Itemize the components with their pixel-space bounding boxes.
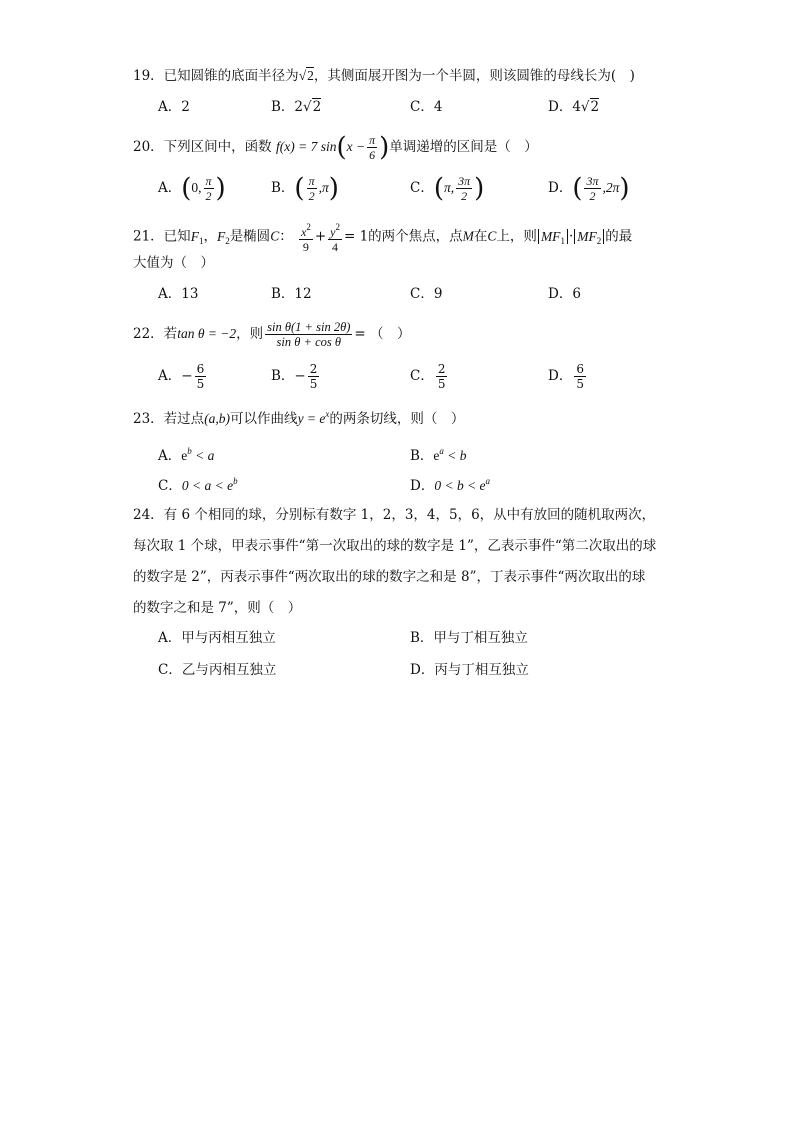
q21-x: x [301, 225, 307, 239]
q23-c-label: C． [158, 478, 182, 494]
q20-option-a [158, 174, 226, 203]
q20-c-paren-r: ) [474, 173, 485, 204]
q21-x2 [299, 220, 313, 240]
q21-f2 [217, 229, 230, 244]
q20-d-label: D． [548, 180, 573, 196]
q23-b-label: B． [410, 448, 434, 464]
q22-b-sign: − [294, 368, 306, 384]
q19-sqrt-radicand: 2 [307, 68, 314, 83]
q21-stem-part-2: 是椭圆 [229, 228, 271, 245]
question-23-stem [133, 404, 464, 429]
q23-d-math: 0 < b < e [434, 478, 486, 493]
q20-d-num: 3π [586, 174, 599, 188]
q20-b-right: ,π [318, 180, 329, 195]
q21-m-symbol: M [462, 228, 474, 244]
q21-mf2: MF [577, 228, 597, 244]
question-24-stem-line-1: 24．有 6 个相同的球，分别标有数字 1，2，3，4，5，6，从中有放回的随机取两次， [133, 507, 656, 523]
q21-mf2-sub: 2 [596, 235, 602, 246]
q22-option-c [410, 362, 449, 391]
q23-a-rest: < a [191, 448, 215, 463]
q22-b-label: B． [271, 368, 295, 384]
q20-stem-part-2: 单调递增的区间是（ ） [389, 139, 538, 155]
q19-d-label: D． [548, 99, 573, 115]
q23-stem-part-2: 可以作曲线 [230, 411, 298, 427]
q22-c-num: 2 [437, 362, 446, 376]
q24-option-a: A．甲与丙相互独立 [158, 630, 276, 646]
q23-option-a [158, 441, 214, 466]
q24-option-b: B．甲与丁相互独立 [410, 630, 528, 646]
q21-option-c: C．9 [410, 286, 443, 302]
q22-b-num: 2 [309, 362, 318, 376]
q20-c-paren-l: ( [433, 173, 444, 204]
q23-stem-part-3: 的两条切线，则（ ） [329, 411, 465, 427]
q22-option-b [271, 362, 321, 391]
q23-b-base: e [433, 448, 440, 463]
q20-c-label: C． [410, 180, 434, 196]
q21-y: y [330, 225, 336, 239]
q22-b-frac [308, 362, 320, 391]
q20-frac-num: π [369, 133, 376, 147]
q19-stem-part-1: 19．已知圆锥的底面半径为 [133, 68, 299, 84]
q20-b-frac [307, 174, 317, 203]
q21-abs-mf1 [538, 229, 568, 244]
q21-f1-letter: F [190, 228, 199, 244]
q20-b-den: 2 [308, 189, 315, 203]
q22-stem-part-1: 22．若 [133, 326, 178, 342]
q23-point: (a,b) [204, 411, 231, 426]
q23-option-b [410, 441, 467, 466]
question-21-stem: 21．已知$F_1$，$F_2$是椭圆C： $\frac{x^2}{9}$ + $\frac{y^2}{4}$ = 1的两个焦点，点M在C上，则 $MF_1 \cdot MF_2$ 的最 [133, 222, 633, 254]
q19-b-label: B． [271, 99, 295, 115]
q20-b-num: π [308, 174, 315, 188]
q21-c-symbol-2: C [487, 228, 497, 244]
q19-option-b: B．2√2 [271, 99, 322, 115]
q23-d-label: D． [410, 478, 435, 494]
q20-d-paren-l: ( [572, 173, 583, 204]
q21-f1-sub: 1 [198, 235, 204, 246]
q23-curve-base: y = e [297, 411, 326, 426]
q24-option-d: D．丙与丁相互独立 [410, 662, 529, 678]
q20-a-frac [204, 174, 214, 203]
q20-paren-right: ) [379, 132, 390, 163]
q21-abs-mf2 [574, 229, 604, 244]
question-22-stem [133, 320, 411, 349]
question-24-stem-line-4: 的数字之和是 7”，则（ ） [133, 600, 302, 616]
question-24-stem-line-2: 每次取 1 个球，甲表示事件“第一次取出的球的数字是 1”，乙表示事件“第二次取出的球 [133, 538, 657, 554]
q20-option-c [410, 174, 484, 203]
q20-d-paren-r: ) [619, 173, 630, 204]
q22-tan-condition: tan θ = −2 [177, 326, 237, 341]
q22-stem-part-2: ，则 [236, 326, 264, 342]
q22-d-frac [574, 362, 586, 391]
q20-b-label: B． [271, 180, 295, 196]
q20-b-paren-r: ) [328, 173, 339, 204]
q23-c-math: 0 < a < e [181, 478, 234, 493]
q21-x2-over-9 [299, 220, 313, 254]
q23-curve-exp: x [325, 409, 330, 419]
q20-b-paren-l: ( [294, 173, 305, 204]
q20-function: f(x) = 7 sin [275, 139, 337, 154]
q22-a-num: 6 [196, 362, 205, 376]
q21-f2-letter: F [216, 228, 226, 244]
q21-stem-part-3: 的两个焦点，点 [368, 228, 463, 245]
q21-colon: ： [279, 228, 293, 245]
q22-expression [265, 320, 352, 349]
q21-y-exp: 2 [335, 222, 340, 232]
q20-c-frac [456, 174, 472, 203]
q22-d-den: 5 [576, 377, 584, 391]
q20-d-den: 2 [589, 189, 596, 203]
q22-numerator: sin θ(1 + sin 2θ) [267, 320, 351, 334]
q21-plus: + [314, 228, 327, 245]
q21-f2-sub: 2 [225, 235, 230, 246]
q19-d-radicand: 2 [590, 99, 600, 115]
q23-curve [298, 411, 330, 426]
q21-stem-part-4: 在 [473, 228, 488, 245]
q21-x-exp: 2 [306, 222, 311, 232]
q23-b-rest: < b [443, 448, 467, 463]
q20-pi-over-6 [367, 133, 377, 162]
q22-a-label: A． [158, 368, 182, 384]
q20-option-d [548, 174, 630, 203]
q19-d-coef: 4 [572, 99, 581, 115]
q19-option-d: D．4√2 [548, 99, 600, 115]
q21-four: 4 [332, 240, 339, 254]
q21-stem-part-1: 21．已知 [133, 228, 191, 245]
q22-a-frac [195, 362, 207, 391]
q21-c-symbol: C [270, 228, 280, 244]
q21-stem-part-6: 的最 [605, 228, 633, 245]
q22-stem-part-3: = （ ） [354, 326, 411, 342]
q19-stem-part-2: ，其侧面展开图为一个半圆，则该圆锥的母线长为( ) [313, 68, 635, 84]
q21-y2 [328, 220, 342, 240]
q22-c-frac [436, 362, 448, 391]
q20-c-left: π, [444, 180, 455, 195]
q20-a-paren-l: ( [181, 173, 192, 204]
q22-b-den: 5 [309, 377, 318, 391]
q21-nine: 9 [302, 240, 309, 254]
q19-b-coef: 2 [294, 99, 304, 115]
q22-c-label: C． [410, 368, 434, 384]
q22-d-label: D． [548, 368, 573, 384]
q23-option-d [410, 471, 490, 496]
q22-d-num: 6 [576, 362, 584, 376]
q22-option-d [548, 362, 588, 391]
q20-c-num: 3π [458, 174, 471, 188]
q24-option-c: C．乙与丙相互独立 [158, 662, 277, 678]
q20-d-frac [584, 174, 600, 203]
q20-option-b [271, 174, 339, 203]
q22-a-sign: − [181, 368, 193, 384]
q22-denominator: sin θ + cos θ [276, 335, 342, 349]
q21-stem-part-5: 上，则 [496, 228, 537, 245]
q23-a-exp: b [187, 446, 192, 456]
q20-frac-den: 6 [369, 148, 376, 162]
q23-option-c [158, 471, 238, 496]
q23-b-exp: a [439, 446, 444, 456]
q21-mf1-sub: 1 [560, 235, 565, 246]
q20-a-den: 2 [205, 189, 212, 203]
q20-arg: x − [346, 139, 366, 154]
q20-a-label: A． [158, 180, 182, 196]
q21-mf1: MF [540, 228, 561, 244]
q22-option-a [158, 362, 208, 391]
q21-y2-over-4 [328, 220, 342, 254]
q20-d-right: ,2π [602, 180, 620, 195]
q20-a-left: 0, [191, 180, 202, 195]
question-19-stem [133, 66, 635, 86]
q21-comma: ， [203, 228, 217, 245]
q19-sqrt-2: √2 [298, 68, 314, 83]
q21-f1 [191, 229, 204, 244]
q23-a-label: A． [158, 448, 182, 464]
q23-d-exp: a [485, 476, 491, 486]
question-24-stem-line-3: 的数字是 2”，丙表示事件“两次取出的球的数字之和是 8”，丁表示事件“两次取出的球 [133, 569, 646, 585]
q21-option-b: B．12 [271, 286, 312, 302]
q22-a-den: 5 [196, 377, 205, 391]
q22-c-den: 5 [437, 377, 446, 391]
q23-a-base: e [181, 448, 188, 463]
q21-option-a: A．13 [158, 286, 199, 302]
q19-option-c: C．4 [410, 99, 443, 115]
question-21-stem-line-2: 大值为（ ） [133, 255, 214, 271]
q23-stem-part-1: 23．若过点 [133, 411, 205, 427]
q23-c-exp: b [233, 476, 238, 486]
q20-paren-left: ( [336, 132, 347, 163]
q20-a-paren-r: ) [215, 173, 226, 204]
q19-option-a: A．2 [158, 99, 190, 115]
question-20-stem [133, 133, 538, 162]
q20-a-num: π [205, 174, 212, 188]
q20-c-den: 2 [461, 189, 468, 203]
q21-option-d: D．6 [548, 286, 581, 302]
q21-equals-one: = 1 [343, 228, 369, 245]
q20-stem-part-1: 20．下列区间中，函数 [133, 139, 272, 155]
q19-b-radicand: 2 [312, 99, 322, 115]
